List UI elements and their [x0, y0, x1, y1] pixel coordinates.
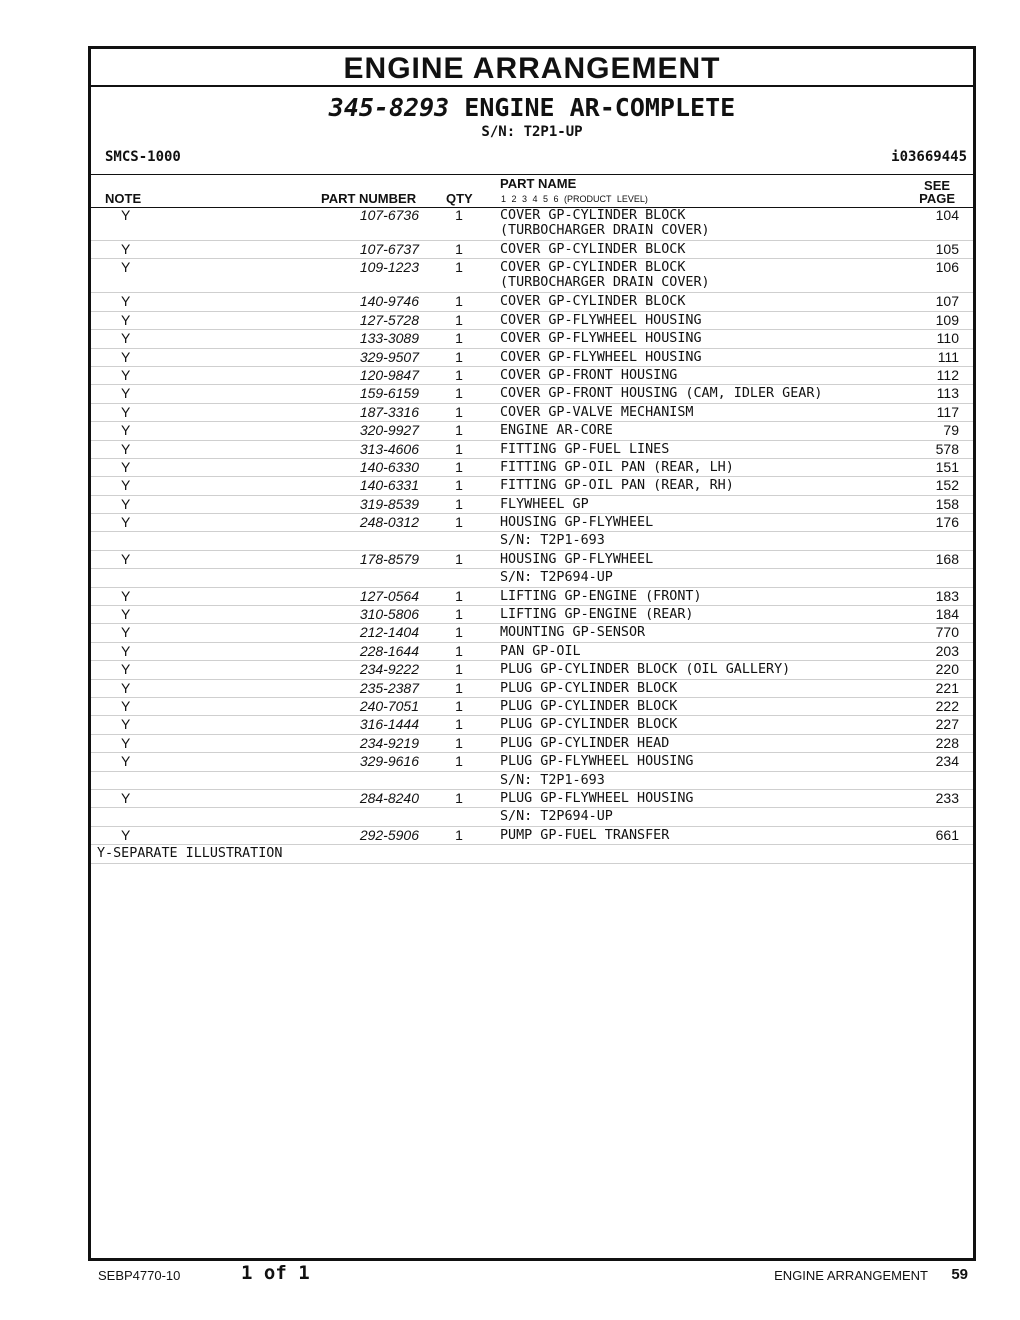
note-cell: Y — [121, 606, 131, 623]
note-cell: Y — [121, 259, 131, 276]
footnote-row — [91, 845, 973, 864]
see-page-cell: 105 — [935, 241, 959, 257]
note-cell: Y — [121, 422, 131, 439]
qty-cell: 1 — [455, 366, 463, 383]
part-number-cell: 127-5728 — [359, 311, 419, 328]
qty-cell: 1 — [455, 679, 463, 696]
part-number-cell: 234-9219 — [359, 734, 419, 751]
see-page-cell: 113 — [936, 385, 959, 402]
part-name-cell: COVER GP-CYLINDER BLOCK (TURBOCHARGER DRAIN COVER) — [500, 208, 710, 238]
part-number-cell: 133-3089 — [359, 330, 419, 347]
qty-cell: 1 — [455, 642, 463, 659]
part-name-cell: COVER GP-CYLINDER BLOCK — [500, 294, 686, 310]
see-page-cell: 221 — [935, 679, 959, 696]
parts-page-frame — [88, 46, 976, 1261]
table-row — [91, 367, 973, 385]
table-row — [91, 404, 973, 422]
part-name-cell: PLUG GP-FLYWHEEL HOUSING — [500, 790, 694, 806]
qty-cell: 1 — [455, 440, 463, 457]
note-cell: Y — [121, 241, 131, 257]
table-row — [91, 477, 973, 495]
part-number-cell: 109-1223 — [359, 259, 419, 276]
note-cell: Y — [121, 661, 131, 678]
qty-cell: 1 — [455, 495, 463, 512]
part-number-cell: 329-9507 — [359, 348, 419, 365]
see-page-cell: 203 — [935, 642, 959, 659]
smcs-code: SMCS-1000 — [105, 149, 181, 165]
part-number-cell: 329-9616 — [359, 753, 419, 770]
see-page-cell: 222 — [935, 697, 959, 714]
see-page-cell: 107 — [935, 293, 959, 310]
part-name-cell: S/N: T2P694-UP — [500, 809, 613, 825]
part-name-cell: PLUG GP-CYLINDER BLOCK — [500, 717, 678, 733]
qty-cell: 1 — [455, 241, 463, 257]
qty-cell: 1 — [455, 606, 463, 623]
part-name-cell: COVER GP-FLYWHEEL HOUSING — [500, 312, 702, 328]
see-page-cell: 220 — [935, 661, 959, 678]
note-cell: Y — [121, 826, 131, 843]
serial-range: S/N: T2P1-UP — [481, 124, 583, 140]
table-row — [91, 735, 973, 753]
group-part-number: 345-8293 — [328, 93, 450, 122]
header-part-number: PART NUMBER — [321, 191, 417, 206]
table-row — [91, 241, 973, 259]
part-number-cell: 313-4606 — [359, 440, 419, 457]
table-row — [91, 459, 973, 477]
part-number-cell: 235-2387 — [359, 679, 419, 696]
note-cell: Y — [121, 734, 131, 751]
part-number-cell: 319-8539 — [359, 495, 419, 512]
part-name-cell: FITTING GP-FUEL LINES — [500, 441, 670, 457]
table-row — [91, 753, 973, 771]
header-note: NOTE — [105, 191, 142, 206]
table-row — [91, 330, 973, 348]
part-number-cell: 240-7051 — [359, 697, 419, 714]
see-page-cell: 106 — [935, 259, 959, 276]
table-row — [91, 551, 973, 569]
part-name-cell: S/N: T2P1-693 — [500, 533, 605, 549]
table-row — [91, 808, 973, 826]
table-row — [91, 496, 973, 514]
qty-cell: 1 — [455, 587, 463, 604]
qty-cell: 1 — [455, 624, 463, 641]
group-name: ENGINE AR-COMPLETE — [464, 93, 736, 122]
note-cell: Y — [121, 514, 131, 531]
qty-cell: 1 — [455, 753, 463, 770]
footer-doc-number: SEBP4770-10 — [98, 1268, 181, 1283]
part-name-cell: FLYWHEEL GP — [500, 496, 589, 512]
see-page-cell: 184 — [935, 606, 959, 623]
see-page-cell: 112 — [936, 366, 959, 383]
see-page-cell: 228 — [935, 734, 959, 751]
illustration-id: i03669445 — [891, 149, 967, 165]
note-cell: Y — [121, 366, 131, 383]
part-number-cell: 140-6330 — [359, 458, 419, 475]
part-name-cell: HOUSING GP-FLYWHEEL — [500, 551, 654, 567]
footer-section: ENGINE ARRANGEMENT — [774, 1268, 928, 1283]
header-product-levels: 1 2 3 4 5 6 (PRODUCT LEVEL) — [501, 194, 648, 204]
part-number-cell: 127-0564 — [359, 587, 419, 604]
see-page-cell: 151 — [935, 458, 959, 475]
table-row — [91, 349, 973, 367]
note-cell: Y — [121, 458, 131, 475]
part-number-cell: 234-9222 — [359, 661, 419, 678]
header-qty: QTY — [446, 191, 473, 206]
part-number-cell: 284-8240 — [359, 789, 419, 806]
part-number-cell: 212-1404 — [359, 624, 419, 641]
note-cell: Y — [121, 385, 131, 402]
qty-cell: 1 — [455, 403, 463, 420]
table-row — [91, 661, 973, 679]
qty-cell: 1 — [455, 661, 463, 678]
qty-cell: 1 — [455, 422, 463, 439]
note-cell: Y — [121, 348, 131, 365]
note-cell: Y — [121, 207, 131, 223]
header-part-name: PART NAME — [500, 176, 577, 191]
part-number-cell: 292-5906 — [359, 826, 419, 843]
qty-cell: 1 — [455, 550, 463, 567]
page-title: ENGINE ARRANGEMENT — [91, 49, 973, 87]
table-row — [91, 532, 973, 550]
part-name-cell: PLUG GP-FLYWHEEL HOUSING — [500, 754, 694, 770]
qty-cell: 1 — [455, 348, 463, 365]
table-row — [91, 588, 973, 606]
see-page-cell: 176 — [935, 514, 959, 531]
part-number-cell: 120-9847 — [359, 366, 419, 383]
qty-cell: 1 — [455, 311, 463, 328]
table-header — [91, 174, 973, 208]
qty-cell: 1 — [455, 330, 463, 347]
group-heading — [91, 93, 973, 123]
note-cell: Y — [121, 477, 131, 494]
parts-table-body — [91, 207, 973, 864]
note-cell: Y — [121, 293, 131, 310]
table-row — [91, 624, 973, 642]
see-page-cell: 168 — [935, 550, 959, 567]
part-name-cell: COVER GP-VALVE MECHANISM — [500, 404, 694, 420]
table-row — [91, 569, 973, 587]
see-page-cell: 233 — [935, 789, 959, 806]
part-number-cell: 178-8579 — [359, 550, 419, 567]
note-cell: Y — [121, 330, 131, 347]
part-name-cell: COVER GP-FRONT HOUSING — [500, 367, 678, 383]
note-cell: Y — [121, 440, 131, 457]
see-page-cell: 661 — [935, 826, 959, 843]
part-name-cell: PLUG GP-CYLINDER BLOCK (OIL GALLERY) — [500, 662, 791, 678]
note-cell: Y — [121, 403, 131, 420]
part-name-cell: PLUG GP-CYLINDER BLOCK — [500, 698, 678, 714]
qty-cell: 1 — [455, 207, 463, 223]
part-number-cell: 228-1644 — [359, 642, 419, 659]
qty-cell: 1 — [455, 716, 463, 733]
note-cell: Y — [121, 624, 131, 641]
see-page-cell: 104 — [935, 207, 959, 223]
part-name-cell: S/N: T2P694-UP — [500, 570, 613, 586]
header-see-page — [919, 179, 955, 205]
part-name-cell: MOUNTING GP-SENSOR — [500, 625, 646, 641]
page-footer — [0, 1262, 1020, 1292]
part-number-cell: 187-3316 — [359, 403, 419, 420]
part-number-cell: 320-9927 — [359, 422, 419, 439]
table-row — [91, 207, 973, 241]
header-page: PAGE — [919, 191, 955, 206]
part-name-cell: FITTING GP-OIL PAN (REAR, LH) — [500, 459, 734, 475]
see-page-cell: 770 — [935, 624, 959, 641]
table-row — [91, 716, 973, 734]
qty-cell: 1 — [455, 477, 463, 494]
part-name-cell: COVER GP-FRONT HOUSING (CAM, IDLER GEAR) — [500, 386, 823, 402]
table-row — [91, 790, 973, 808]
header-see: SEE — [924, 178, 951, 193]
part-name-cell: HOUSING GP-FLYWHEEL — [500, 515, 654, 531]
part-number-cell: 310-5806 — [359, 606, 419, 623]
footnote-text: Y-SEPARATE ILLUSTRATION — [97, 846, 283, 862]
part-number-cell: 159-6159 — [359, 385, 419, 402]
qty-cell: 1 — [455, 293, 463, 310]
part-number-cell: 140-6331 — [359, 477, 419, 494]
part-name-cell: COVER GP-FLYWHEEL HOUSING — [500, 349, 702, 365]
table-row — [91, 698, 973, 716]
table-row — [91, 772, 973, 790]
part-name-cell: PLUG GP-CYLINDER BLOCK — [500, 680, 678, 696]
part-name-cell: COVER GP-CYLINDER BLOCK — [500, 242, 686, 257]
table-row — [91, 312, 973, 330]
note-cell: Y — [121, 697, 131, 714]
qty-cell: 1 — [455, 514, 463, 531]
note-cell: Y — [121, 679, 131, 696]
table-row — [91, 827, 973, 845]
table-row — [91, 385, 973, 403]
footer-page-number: 59 — [951, 1266, 968, 1283]
part-name-cell: S/N: T2P1-693 — [500, 772, 605, 788]
see-page-cell: 110 — [936, 330, 959, 347]
part-number-cell: 107-6737 — [359, 241, 419, 257]
note-cell: Y — [121, 753, 131, 770]
qty-cell: 1 — [455, 826, 463, 843]
note-cell: Y — [121, 716, 131, 733]
part-name-cell: COVER GP-CYLINDER BLOCK (TURBOCHARGER DRAIN COVER) — [500, 260, 710, 291]
table-row — [91, 441, 973, 459]
part-name-cell: LIFTING GP-ENGINE (FRONT) — [500, 588, 702, 604]
qty-cell: 1 — [455, 259, 463, 276]
note-cell: Y — [121, 789, 131, 806]
qty-cell: 1 — [455, 697, 463, 714]
qty-cell: 1 — [455, 458, 463, 475]
see-page-cell: 183 — [935, 587, 959, 604]
qty-cell: 1 — [455, 734, 463, 751]
part-name-cell: PAN GP-OIL — [500, 643, 581, 659]
part-number-cell: 316-1444 — [359, 716, 419, 733]
table-row — [91, 514, 973, 532]
footer-page-of: 1 of 1 — [241, 1262, 310, 1284]
table-row — [91, 422, 973, 440]
see-page-cell: 111 — [937, 348, 959, 365]
part-number-cell: 107-6736 — [359, 207, 419, 223]
see-page-cell: 158 — [935, 495, 959, 512]
part-name-cell: ENGINE AR-CORE — [500, 423, 613, 439]
note-cell: Y — [121, 642, 131, 659]
table-row — [91, 680, 973, 698]
note-cell: Y — [121, 311, 131, 328]
see-page-cell: 79 — [943, 422, 959, 439]
part-name-cell: FITTING GP-OIL PAN (REAR, RH) — [500, 478, 734, 494]
table-row — [91, 606, 973, 624]
part-name-cell: PUMP GP-FUEL TRANSFER — [500, 827, 670, 843]
qty-cell: 1 — [455, 789, 463, 806]
see-page-cell: 578 — [935, 440, 959, 457]
qty-cell: 1 — [455, 385, 463, 402]
see-page-cell: 227 — [935, 716, 959, 733]
table-row — [91, 643, 973, 661]
part-name-cell: PLUG GP-CYLINDER HEAD — [500, 735, 670, 751]
part-name-cell: LIFTING GP-ENGINE (REAR) — [500, 607, 694, 623]
table-row — [91, 259, 973, 293]
part-number-cell: 248-0312 — [359, 514, 419, 531]
see-page-cell: 234 — [935, 753, 959, 770]
see-page-cell: 117 — [936, 403, 959, 420]
note-cell: Y — [121, 587, 131, 604]
table-row — [91, 293, 973, 311]
part-name-cell: COVER GP-FLYWHEEL HOUSING — [500, 331, 702, 347]
note-cell: Y — [121, 495, 131, 512]
part-number-cell: 140-9746 — [359, 293, 419, 310]
see-page-cell: 152 — [935, 477, 959, 494]
note-cell: Y — [121, 550, 131, 567]
see-page-cell: 109 — [935, 311, 959, 328]
